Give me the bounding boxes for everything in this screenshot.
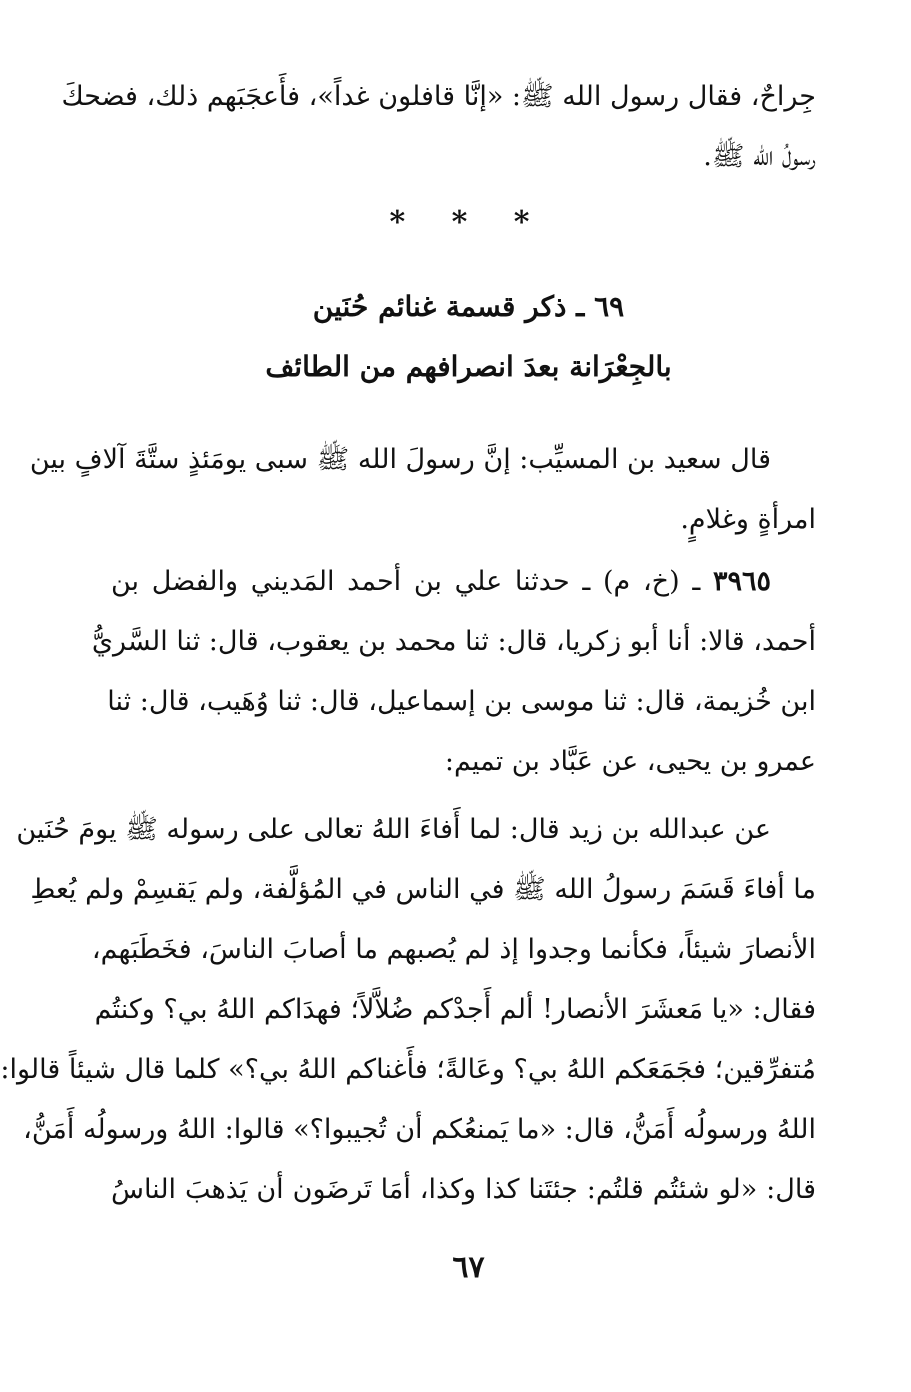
narration-line-2: ما أفاءَ قَسَمَ رسولُ الله ﷺ في الناس في المُؤلَّفة، ولم يَقسِمْ ولم يُعطِ [30, 874, 816, 905]
hadith-isnad-text-1: ـ (خ، م) ـ حدثنا علي بن أحمد المَديني والفضل بن [111, 566, 701, 597]
section-separator: * * * [389, 205, 548, 240]
hadith-isnad-line-1 [111, 562, 816, 602]
page-number: ٦٧ [452, 1250, 485, 1285]
hadith-isnad-line-4: عمرو بن يحيى، عن عَبَّاد بن تميم: [444, 746, 816, 777]
intro-paragraph-line-1: قال سعيد بن المسيِّب: إنَّ رسولَ الله ﷺ سبى يومَئذٍ ستَّةَ آلافٍ بين [29, 444, 771, 475]
chapter-title-line-1: ٦٩ ـ ذكر قسمة غنائم حُنَين [312, 290, 625, 323]
hadith-isnad-line-2: أحمد، قالا: أنا أبو زكريا، قال: ثنا محمد بن يعقوب، قال: ثنا السَّريُّ [91, 626, 816, 657]
narration-line-5: مُتفرِّقين؛ فجَمَعَكم اللهُ بي؟ وعَالةً؛ فأَغناكم اللهُ بي؟» كلما قال شيئاً قالوا: [0, 1054, 816, 1085]
narration-line-6: اللهُ ورسولُه أَمَنُّ، قال: «ما يَمنعُكم أن تُجيبوا؟» قالوا: اللهُ ورسولُه أَمَنُّ، [23, 1114, 816, 1145]
hadith-isnad-line-3: ابن خُزيمة، قال: ثنا موسى بن إسماعيل، قال: ثنا وُهَيب، قال: ثنا [107, 686, 816, 717]
top-paragraph-line-2: رسولُ الله ﷺ. [703, 141, 816, 172]
narration-line-4: فقال: «يا مَعشَرَ الأنصار! ألم أَجدْكم ضُلاَّلاً؛ فهدَاكم اللهُ بي؟ وكنتُم [94, 994, 816, 1025]
narration-line-3: الأنصارَ شيئاً، فكأنما وجدوا إذ لم يُصبهم ما أصابَ الناسَ، فخَطَبَهم، [91, 934, 816, 965]
narration-line-7: قال: «لو شئتُم قلتُم: جئتَنا كذا وكذا، أمَا تَرضَون أن يَذهبَ الناسُ [111, 1174, 816, 1205]
hadith-number: ٣٩٦٥ [712, 566, 771, 597]
intro-paragraph-line-2: امرأةٍ وغلامٍ. [680, 504, 816, 535]
chapter-title-line-2: بالجِعْرَانة بعدَ انصرافهم من الطائف [265, 350, 672, 383]
top-paragraph-line-1: جِراحٌ، فقال رسول الله ﷺ: «إنَّا قافلون غداً»، فأَعجَبَهم ذلك، فضحكَ [61, 81, 816, 112]
narration-line-1: عن عبدالله بن زيد قال: لما أَفاءَ اللهُ تعالى على رسوله ﷺ يومَ حُنَين [16, 814, 771, 845]
